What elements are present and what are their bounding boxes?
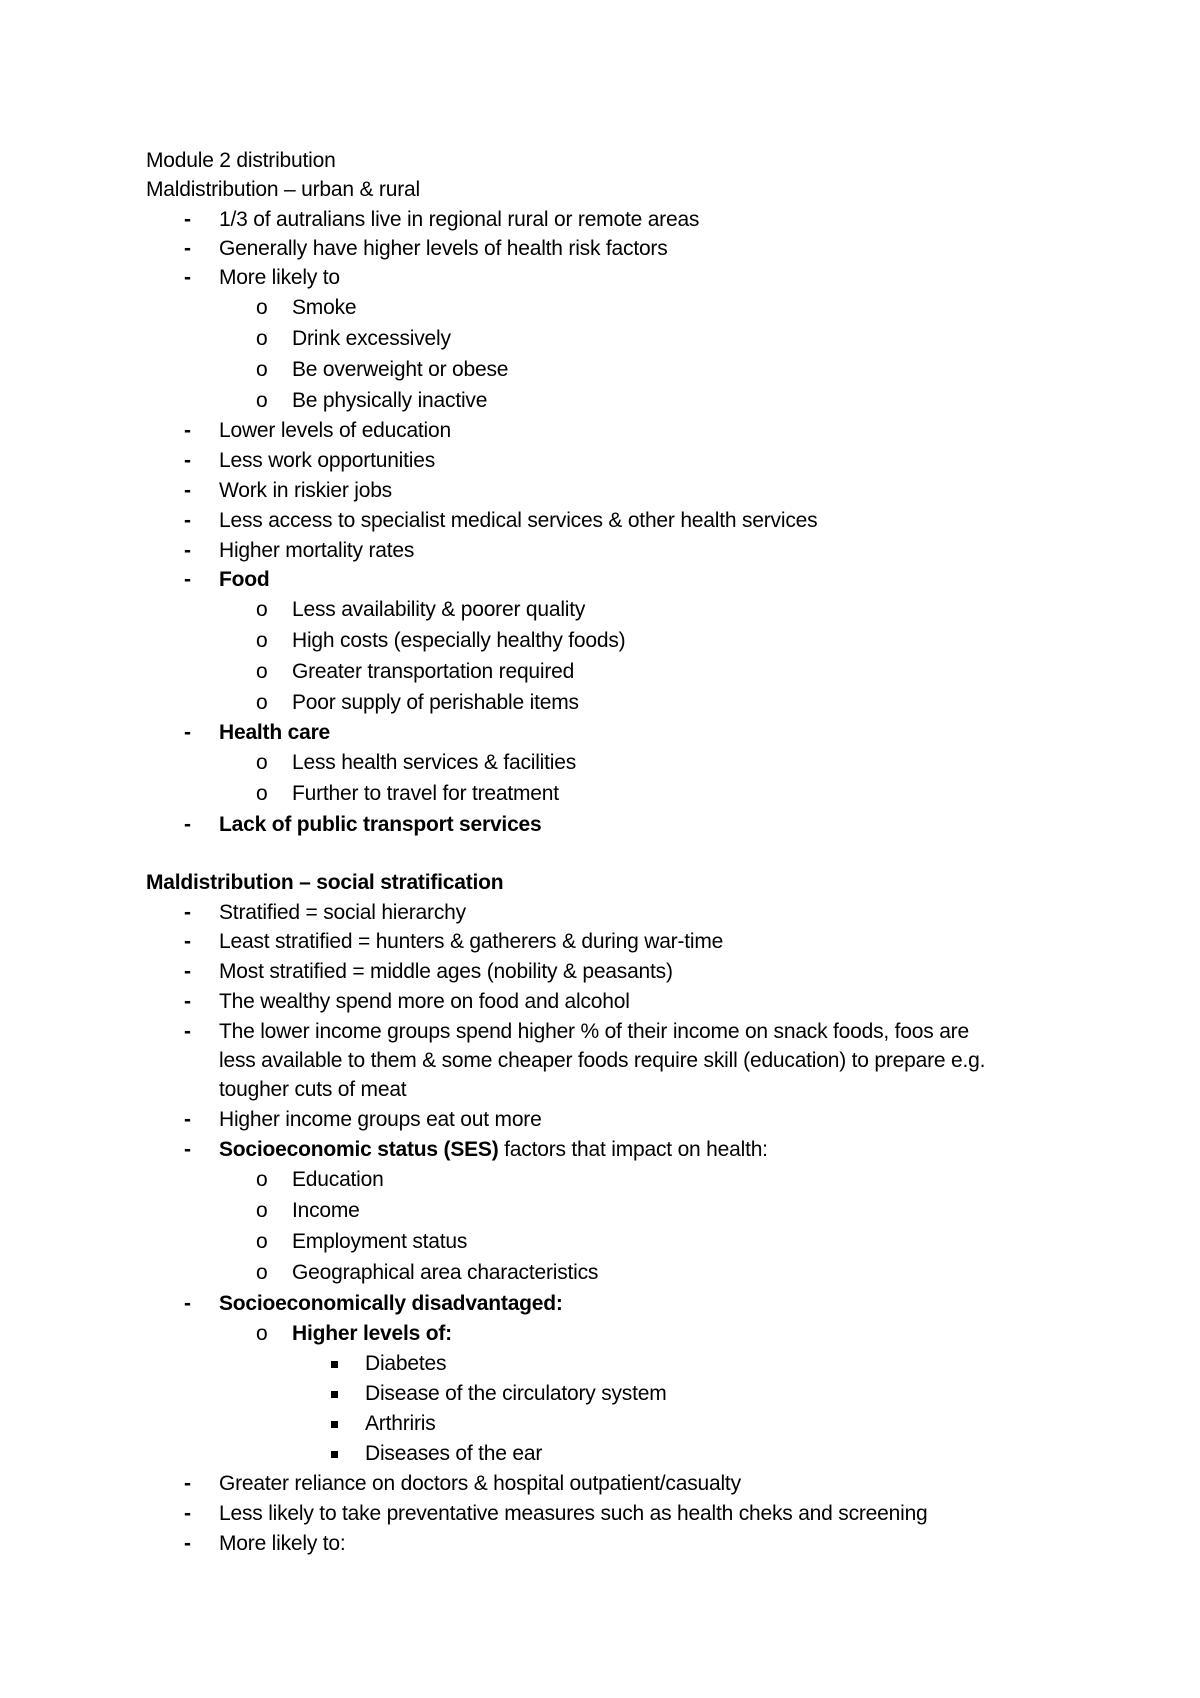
bullet-dash: -: [184, 990, 191, 1013]
bullet-dash: -: [184, 208, 191, 231]
list-item: Stratified = social hierarchy: [219, 901, 466, 924]
bullet-dash: -: [184, 1472, 191, 1495]
list-item-line: The lower income groups spend higher % of their income on snack foods, foos are: [219, 1020, 969, 1043]
list-item: More likely to: [219, 266, 340, 289]
list-item: Less access to specialist medical services & other health services: [219, 509, 818, 532]
list-item-bold-part: Socioeconomic status (SES): [219, 1138, 499, 1161]
list-item: Work in riskier jobs: [219, 479, 392, 502]
bullet-circle: o: [256, 691, 268, 714]
bullet-dash: -: [184, 266, 191, 289]
sub-list-item: Employment status: [292, 1230, 468, 1253]
sub-list-item: Education: [292, 1168, 384, 1191]
sub-list-item: Smoke: [292, 296, 357, 319]
list-item-line: tougher cuts of meat: [219, 1078, 407, 1101]
square-bullet-icon: [331, 1361, 338, 1368]
list-item: Less likely to take preventative measures such as health cheks and screening: [219, 1502, 928, 1525]
list-item: The wealthy spend more on food and alcohol: [219, 990, 630, 1013]
list-item: 1/3 of autralians live in regional rural or remote areas: [219, 208, 700, 231]
bullet-circle: o: [256, 782, 268, 805]
sub-sub-list-item: Arthriris: [365, 1412, 436, 1435]
sub-list-item: Geographical area characteristics: [292, 1261, 599, 1284]
sub-list-item: Income: [292, 1199, 360, 1222]
bullet-dash: -: [184, 449, 191, 472]
bullet-circle: o: [256, 1322, 268, 1345]
list-item: Generally have higher levels of health risk factors: [219, 237, 668, 260]
section-heading: Maldistribution – social stratification: [146, 871, 504, 894]
bullet-dash: -: [184, 419, 191, 442]
sub-list-item: Less availability & poorer quality: [292, 598, 586, 621]
bullet-dash: -: [184, 539, 191, 562]
sub-sub-list-item: Disease of the circulatory system: [365, 1382, 667, 1405]
bullet-dash: -: [184, 568, 191, 591]
bullet-dash: -: [184, 930, 191, 953]
list-item: More likely to:: [219, 1532, 346, 1555]
bullet-dash: -: [184, 509, 191, 532]
bullet-dash: -: [184, 960, 191, 983]
bullet-circle: o: [256, 1199, 268, 1222]
bullet-dash: -: [184, 1108, 191, 1131]
list-item: Least stratified = hunters & gatherers & during war-time: [219, 930, 724, 953]
bullet-dash: -: [184, 237, 191, 260]
bullet-dash: -: [184, 901, 191, 924]
list-item-heading: Socioeconomically disadvantaged:: [219, 1292, 563, 1315]
bullet-circle: o: [256, 1168, 268, 1191]
bullet-circle: o: [256, 389, 268, 412]
sub-list-heading: Higher levels of:: [292, 1322, 452, 1345]
list-item-heading: Lack of public transport services: [219, 813, 542, 836]
square-bullet-icon: [331, 1451, 338, 1458]
bullet-dash: -: [184, 1020, 191, 1043]
list-item-heading: Food: [219, 568, 270, 591]
list-item: Less work opportunities: [219, 449, 436, 472]
bullet-circle: o: [256, 296, 268, 319]
square-bullet-icon: [331, 1421, 338, 1428]
list-item-heading: Health care: [219, 721, 331, 744]
bullet-dash: -: [184, 813, 191, 836]
list-item: Higher mortality rates: [219, 539, 415, 562]
bullet-circle: o: [256, 751, 268, 774]
sub-list-item: Drink excessively: [292, 327, 451, 350]
sub-list-item: Further to travel for treatment: [292, 782, 559, 805]
bullet-dash: -: [184, 1292, 191, 1315]
sub-list-item: Less health services & facilities: [292, 751, 577, 774]
bullet-circle: o: [256, 1230, 268, 1253]
bullet-circle: o: [256, 327, 268, 350]
bullet-dash: -: [184, 1138, 191, 1161]
bullet-circle: o: [256, 358, 268, 381]
bullet-circle: o: [256, 1261, 268, 1284]
sub-list-item: Be physically inactive: [292, 389, 488, 412]
bullet-circle: o: [256, 598, 268, 621]
sub-list-item: Greater transportation required: [292, 660, 575, 683]
list-item: [219, 1136, 768, 1164]
sub-sub-list-item: Diabetes: [365, 1352, 447, 1375]
list-item: Higher income groups eat out more: [219, 1108, 542, 1131]
list-item: Lower levels of education: [219, 419, 451, 442]
sub-list-item: Be overweight or obese: [292, 358, 509, 381]
list-item-line: less available to them & some cheaper foods require skill (education) to prepare e.g.: [219, 1049, 986, 1072]
sub-list-item: Poor supply of perishable items: [292, 691, 579, 714]
document-title: Module 2 distribution: [146, 149, 336, 172]
sub-sub-list-item: Diseases of the ear: [365, 1442, 543, 1465]
list-item-rest: factors that impact on health:: [498, 1138, 768, 1161]
bullet-dash: -: [184, 479, 191, 502]
bullet-circle: o: [256, 629, 268, 652]
sub-list-item: High costs (especially healthy foods): [292, 629, 626, 652]
list-item: Greater reliance on doctors & hospital outpatient/casualty: [219, 1472, 741, 1495]
square-bullet-icon: [331, 1391, 338, 1398]
section-heading: Maldistribution – urban & rural: [146, 178, 420, 201]
bullet-circle: o: [256, 660, 268, 683]
list-item: Most stratified = middle ages (nobility & peasants): [219, 960, 673, 983]
bullet-dash: -: [184, 721, 191, 744]
bullet-dash: -: [184, 1532, 191, 1555]
bullet-dash: -: [184, 1502, 191, 1525]
